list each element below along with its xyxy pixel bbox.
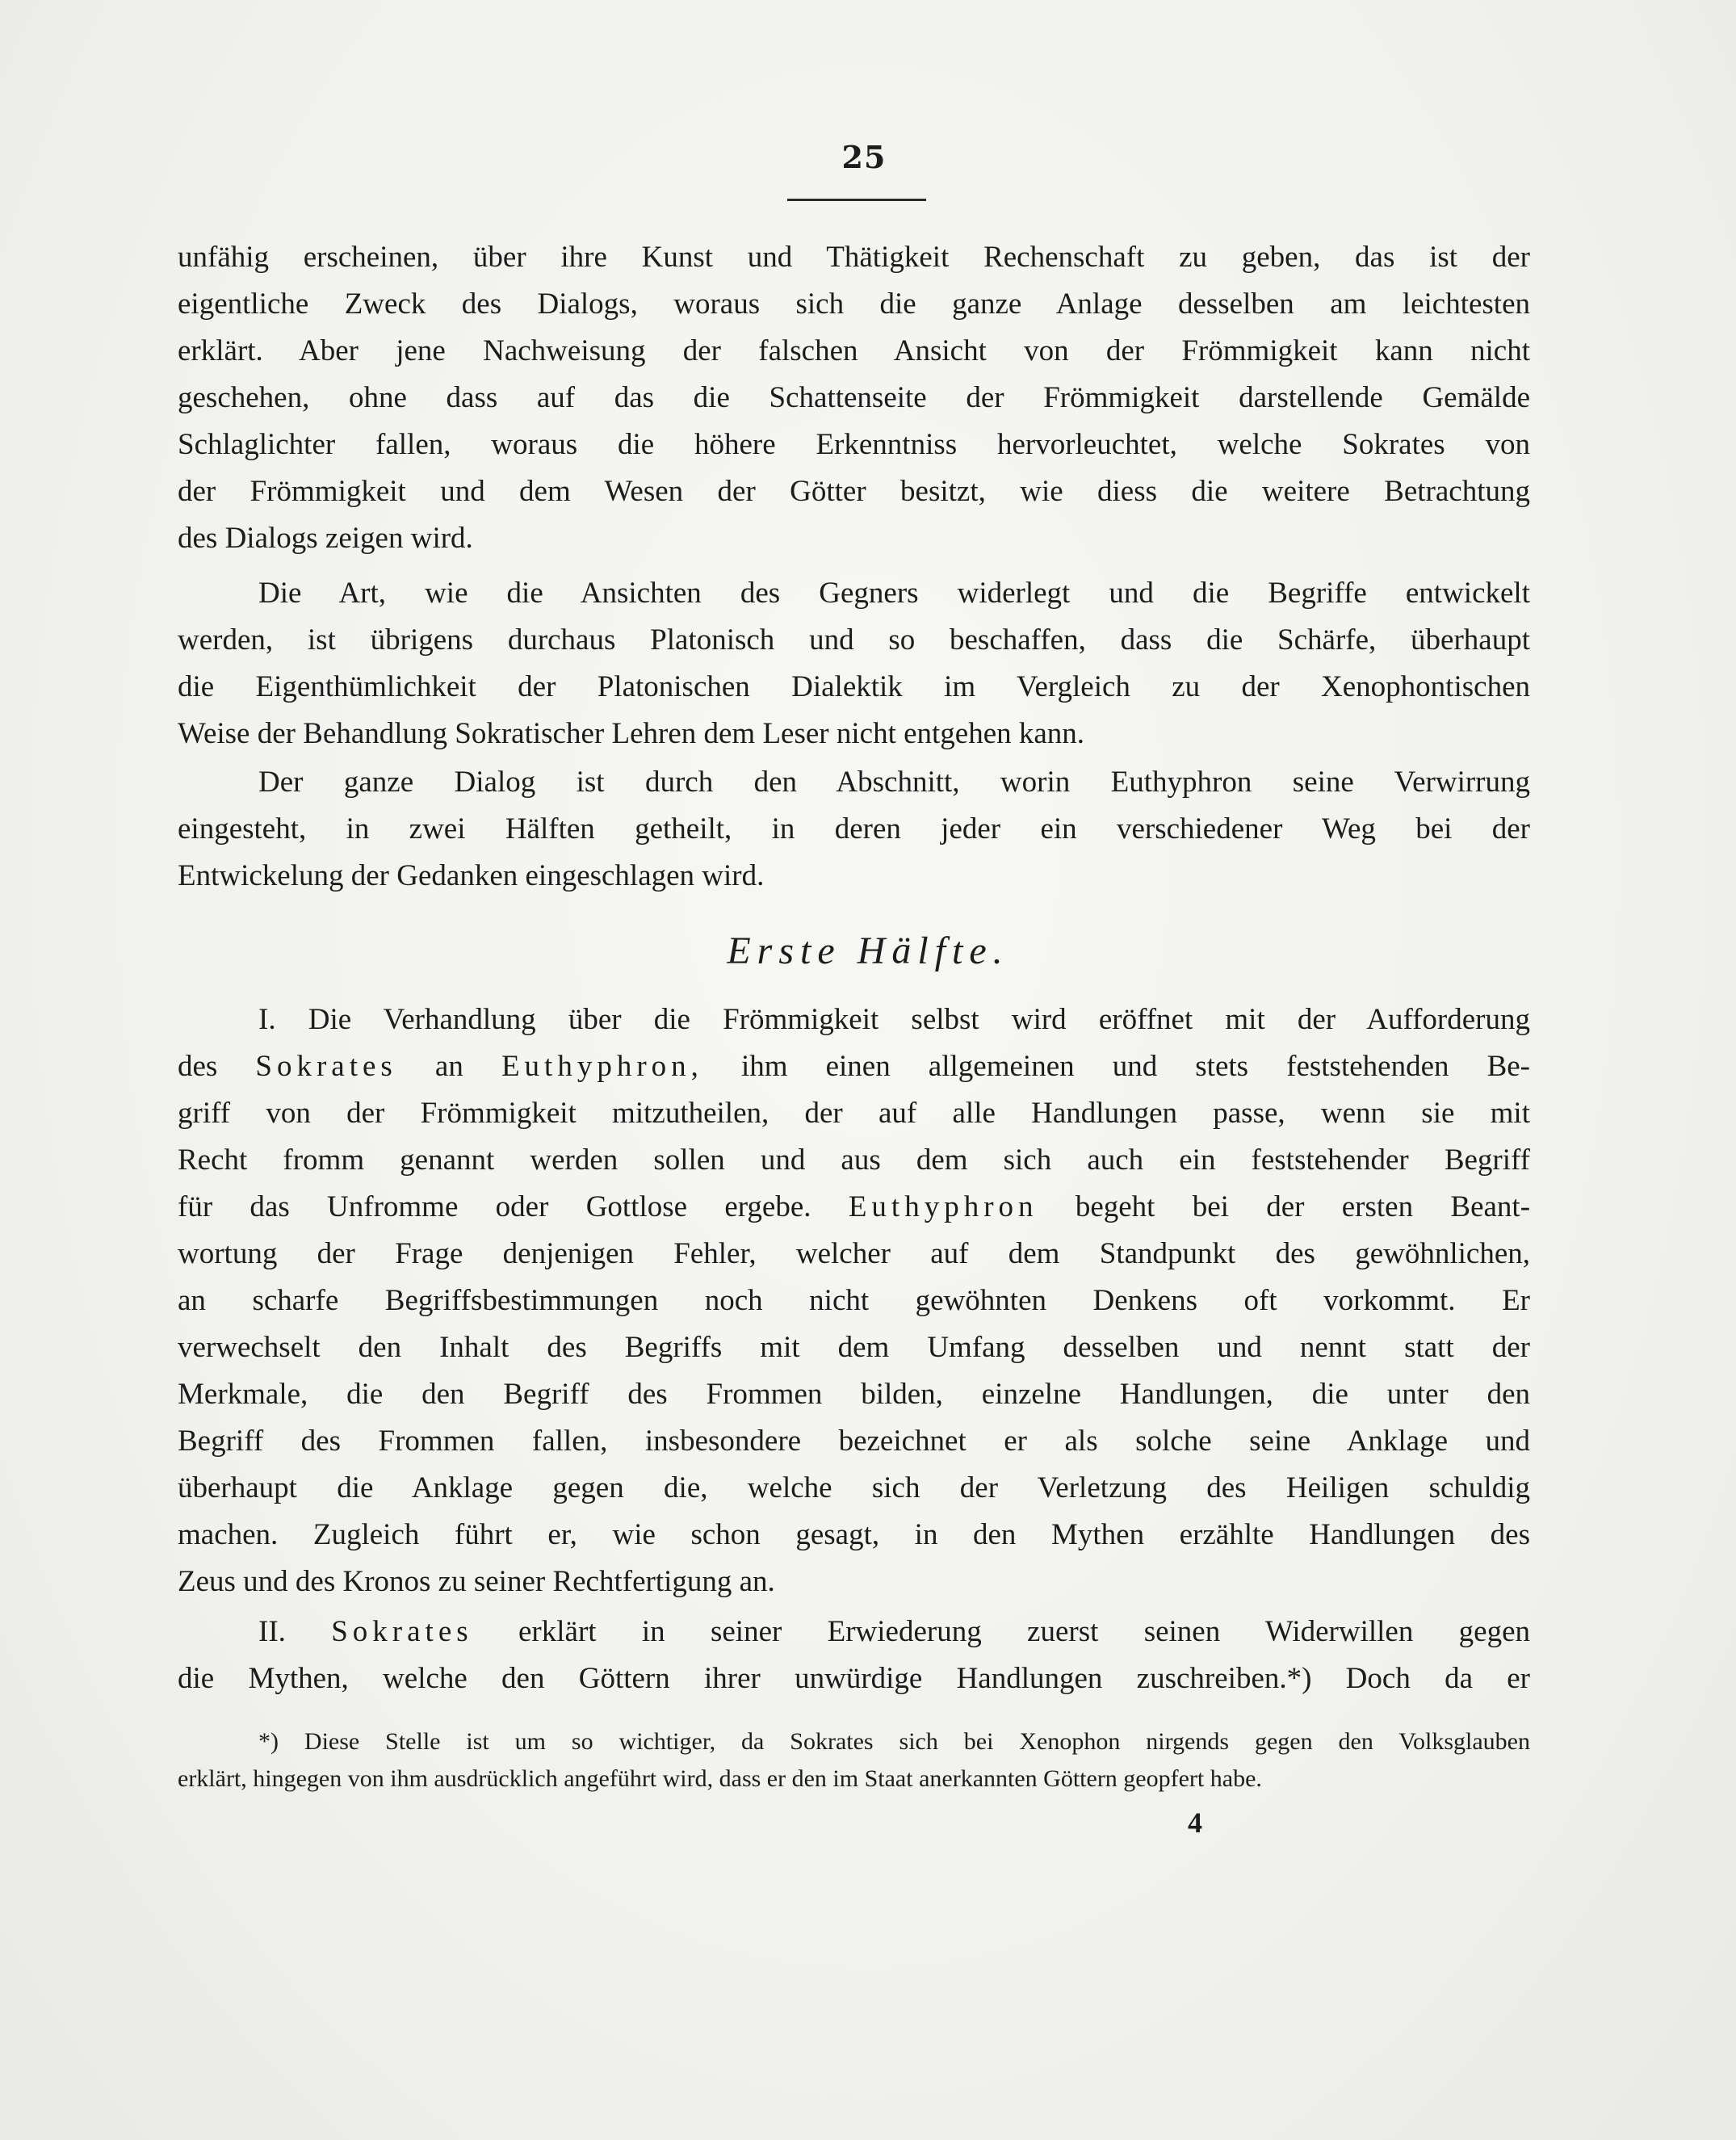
text-line bbox=[178, 1187, 1530, 1227]
text-run: begeht bei der ersten Beant- bbox=[1075, 1190, 1530, 1223]
text-line: des Dialogs zeigen wird. bbox=[178, 522, 473, 555]
text-run: erklärt in seiner Erwiederung zuerst seinen Widerwillen gegen bbox=[518, 1615, 1530, 1648]
text-line: an scharfe Begriffsbestimmungen noch nicht gewöhnten Denkens oft vorkommt. Er bbox=[178, 1284, 1530, 1317]
person-name: Euthyphron bbox=[848, 1190, 1038, 1223]
text-line: I. Die Verhandlung über die Frömmigkeit selbst wird eröffnet mit der Aufforderung bbox=[258, 1003, 1530, 1036]
text-line: eingesteht, in zwei Hälften getheilt, in deren jeder ein verschiedener Weg bei der bbox=[178, 812, 1530, 846]
text-line: Weise der Behandlung Sokratischer Lehren dem Leser nicht entgehen kann. bbox=[178, 717, 1085, 750]
person-name: Euthyphron, bbox=[501, 1050, 703, 1083]
text-line: die Mythen, welche den Göttern ihrer unwürdige Handlungen zuschreiben.*) Doch da er bbox=[178, 1662, 1530, 1695]
text-run: des bbox=[178, 1050, 218, 1083]
text-line: Entwickelung der Gedanken eingeschlagen wird. bbox=[178, 859, 765, 892]
text-run: an bbox=[434, 1050, 463, 1083]
text-line: Begriff des Frommen fallen, insbesondere bezeichnet er als solche seine Anklage und bbox=[178, 1425, 1530, 1458]
text-line: Die Art, wie die Ansichten des Gegners widerlegt und die Begriffe entwickelt bbox=[258, 577, 1530, 610]
text-line: Der ganze Dialog ist durch den Abschnitt, worin Euthyphron seine Verwirrung bbox=[258, 766, 1530, 799]
page-number: 25 bbox=[841, 139, 887, 175]
text-line bbox=[178, 1612, 1530, 1652]
text-run: II. bbox=[258, 1615, 286, 1648]
text-line: griff von der Frömmigkeit mitzutheilen, der auf alle Handlungen passe, wenn sie mit bbox=[178, 1097, 1530, 1130]
text-run: für das Unfromme oder Gottlose ergebe. bbox=[178, 1190, 811, 1223]
text-line: überhaupt die Anklage gegen die, welche sich der Verletzung des Heiligen schuldig bbox=[178, 1471, 1530, 1504]
signature-mark: 4 bbox=[1188, 1806, 1202, 1839]
text-line: Merkmale, die den Begriff des Frommen bilden, einzelne Handlungen, die unter den bbox=[178, 1378, 1530, 1411]
text-line: unfähig erscheinen, über ihre Kunst und Thätigkeit Rechenschaft zu geben, das ist der bbox=[178, 241, 1530, 274]
text-line: Recht fromm genannt werden sollen und aus dem sich auch ein feststehender Begriff bbox=[178, 1143, 1530, 1177]
text-line: machen. Zugleich führt er, wie schon gesagt, in den Mythen erzählte Handlungen des bbox=[178, 1518, 1530, 1551]
text-run: ihm einen allgemeinen und stets feststehenden Be- bbox=[740, 1050, 1530, 1083]
text-line: geschehen, ohne dass auf das die Schattenseite der Frömmigkeit darstellende Gemälde bbox=[178, 381, 1530, 414]
text-line: werden, ist übrigens durchaus Platonisch und so beschaffen, dass die Schärfe, überhaupt bbox=[178, 623, 1530, 657]
text-line bbox=[178, 1047, 1530, 1087]
footnote-line: erklärt, hingegen von ihm ausdrücklich angeführt wird, dass er den im Staat anerkannten Göttern geopfert habe. bbox=[178, 1765, 1262, 1792]
text-line: wortung der Frage denjenigen Fehler, welcher auf dem Standpunkt des gewöhnlichen, bbox=[178, 1237, 1530, 1270]
person-name: Sokrates bbox=[331, 1615, 473, 1648]
text-line: Zeus und des Kronos zu seiner Rechtfertigung an. bbox=[178, 1565, 775, 1598]
text-line: Schlaglichter fallen, woraus die höhere Erkenntniss hervorleuchtet, welche Sokrates von bbox=[178, 428, 1530, 461]
person-name: Sokrates bbox=[255, 1050, 397, 1083]
text-line: erklärt. Aber jene Nachweisung der falschen Ansicht von der Frömmigkeit kann nicht bbox=[178, 334, 1530, 367]
section-heading: Erste Hälfte. bbox=[727, 929, 1009, 972]
header-rule bbox=[787, 199, 926, 201]
text-line: verwechselt den Inhalt des Begriffs mit dem Umfang desselben und nennt statt der bbox=[178, 1331, 1530, 1364]
footnote-line: *) Diese Stelle ist um so wichtiger, da Sokrates sich bei Xenophon nirgends gegen den Volksglauben bbox=[258, 1728, 1530, 1755]
text-line: der Frömmigkeit und dem Wesen der Götter besitzt, wie diess die weitere Betrachtung bbox=[178, 475, 1530, 508]
text-line: eigentliche Zweck des Dialogs, woraus sich die ganze Anlage desselben am leichtesten bbox=[178, 287, 1530, 321]
text-line: die Eigenthümlichkeit der Platonischen Dialektik im Vergleich zu der Xenophontischen bbox=[178, 670, 1530, 703]
